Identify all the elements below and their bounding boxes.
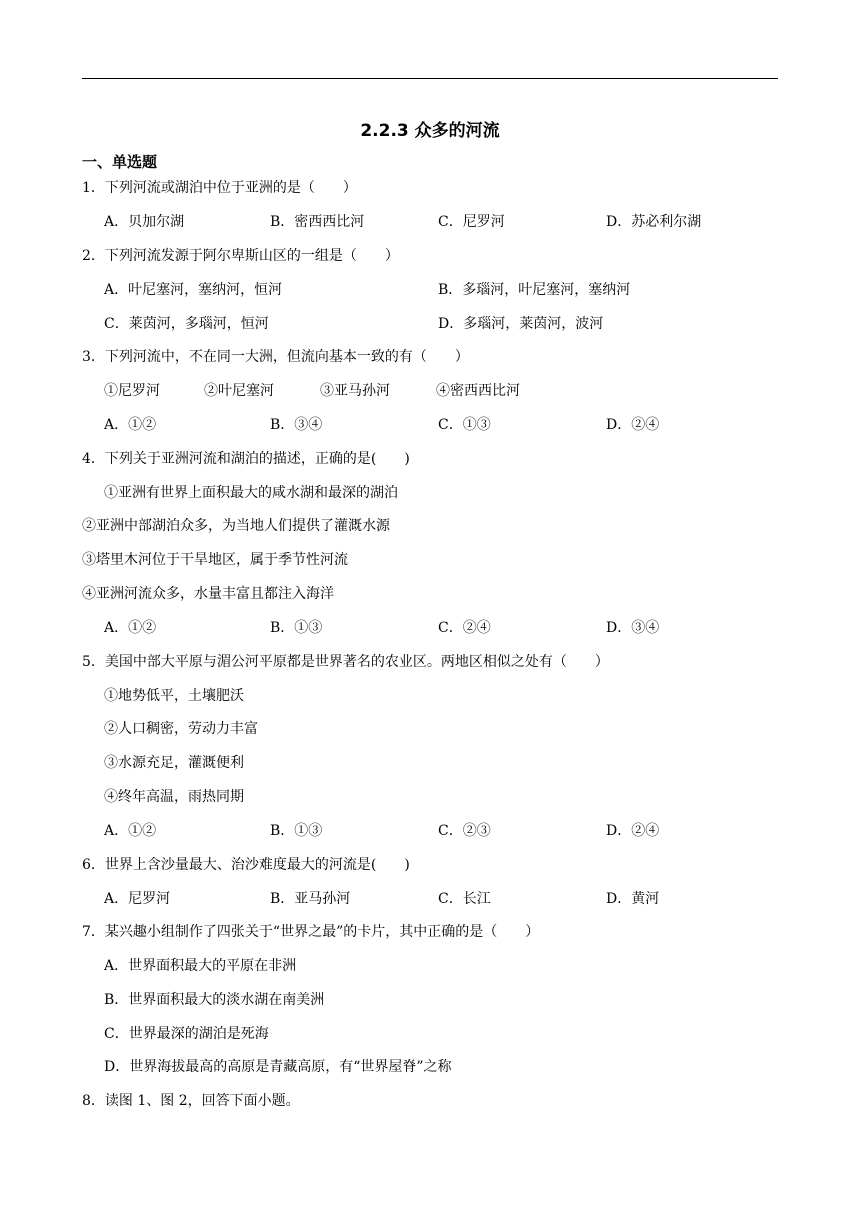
- statement-item: ④亚洲河流众多，水量丰富且都注入海洋: [82, 586, 334, 602]
- answer-option[interactable]: D．③④: [606, 620, 660, 636]
- answer-option[interactable]: B．①③: [270, 620, 323, 636]
- question-stem: 7．某兴趣小组制作了四张关于“世界之最”的卡片，其中正确的是（ ）: [82, 924, 540, 940]
- question-stem: 8．读图 1、图 2，回答下面小题。: [82, 1093, 300, 1109]
- answer-option[interactable]: C．莱茵河，多瑙河，恒河: [104, 316, 269, 332]
- statement-item: ④密西西比河: [436, 383, 520, 399]
- question-stem: 4．下列关于亚洲河流和湖泊的描述，正确的是( ): [82, 451, 410, 467]
- question-stem: 2．下列河流发源于阿尔卑斯山区的一组是（ ）: [82, 248, 399, 264]
- statement-item: ③水源充足，灌溉便利: [104, 755, 244, 771]
- statement-item: ②亚洲中部湖泊众多，为当地人们提供了灌溉水源: [82, 518, 390, 534]
- answer-option[interactable]: B．世界面积最大的淡水湖在南美洲: [104, 992, 325, 1008]
- question-stem: 3．下列河流中，不在同一大洲，但流向基本一致的有（ ）: [82, 349, 469, 365]
- answer-option[interactable]: B．密西西比河: [270, 214, 365, 230]
- statement-item: ③塔里木河位于干旱地区，属于季节性河流: [82, 552, 348, 568]
- answer-option[interactable]: D．黄河: [606, 891, 660, 907]
- answer-option[interactable]: C．世界最深的湖泊是死海: [104, 1026, 269, 1042]
- answer-option[interactable]: B．亚马孙河: [270, 891, 351, 907]
- answer-option[interactable]: A．世界面积最大的平原在非洲: [104, 958, 297, 974]
- page-title: 2.2.3 众多的河流: [360, 121, 500, 141]
- answer-option[interactable]: B．③④: [270, 417, 323, 433]
- answer-option[interactable]: B．①③: [270, 823, 323, 839]
- statement-item: ②人口稠密，劳动力丰富: [104, 721, 258, 737]
- answer-option[interactable]: C．①③: [438, 417, 491, 433]
- statement-item: ③亚马孙河: [320, 383, 390, 399]
- answer-option[interactable]: A．①②: [104, 823, 157, 839]
- answer-option[interactable]: D．②④: [606, 417, 660, 433]
- answer-option[interactable]: A．贝加尔湖: [104, 214, 185, 230]
- answer-option[interactable]: B．多瑙河，叶尼塞河，塞纳河: [438, 282, 631, 298]
- answer-option[interactable]: C．②④: [438, 620, 491, 636]
- statement-item: ①亚洲有世界上面积最大的咸水湖和最深的湖泊: [104, 485, 398, 501]
- statement-item: ④终年高温，雨热同期: [104, 789, 244, 805]
- header-rule: [82, 78, 778, 79]
- answer-option[interactable]: A．①②: [104, 417, 157, 433]
- answer-option[interactable]: D．苏必利尔湖: [606, 214, 702, 230]
- statement-item: ①地势低平，土壤肥沃: [104, 688, 244, 704]
- answer-option[interactable]: D．②④: [606, 823, 660, 839]
- statement-item: ②叶尼塞河: [204, 383, 274, 399]
- answer-option[interactable]: A．尼罗河: [104, 891, 171, 907]
- answer-option[interactable]: D．世界海拔最高的高原是青藏高原，有“世界屋脊”之称: [104, 1059, 452, 1075]
- section-heading: 一、单选题: [82, 153, 158, 171]
- answer-option[interactable]: D．多瑙河，莱茵河，波河: [438, 316, 604, 332]
- answer-option[interactable]: C．②③: [438, 823, 491, 839]
- answer-option[interactable]: A．①②: [104, 620, 157, 636]
- question-stem: 1．下列河流或湖泊中位于亚洲的是（ ）: [82, 180, 357, 196]
- statement-item: ①尼罗河: [104, 383, 160, 399]
- answer-option[interactable]: A．叶尼塞河，塞纳河，恒河: [104, 282, 283, 298]
- question-stem: 5．美国中部大平原与湄公河平原都是世界著名的农业区。两地区相似之处有（ ）: [82, 654, 609, 670]
- question-stem: 6．世界上含沙量最大、治沙难度最大的河流是( ): [82, 857, 410, 873]
- answer-option[interactable]: C．尼罗河: [438, 214, 505, 230]
- answer-option[interactable]: C．长江: [438, 891, 491, 907]
